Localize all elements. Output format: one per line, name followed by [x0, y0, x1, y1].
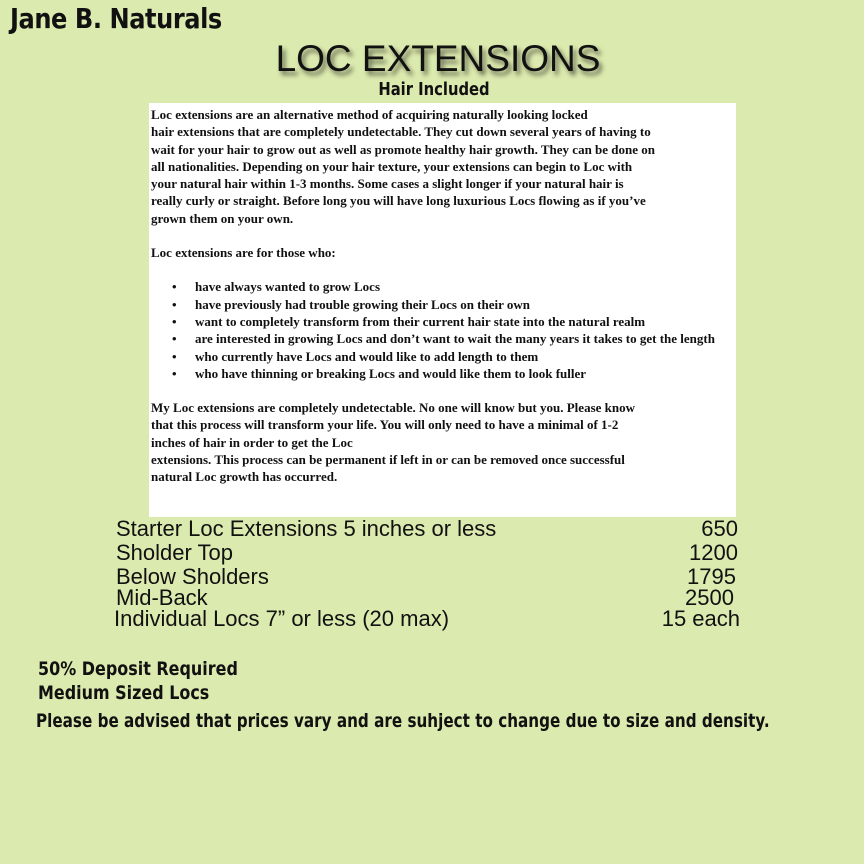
- closing-paragraph: [151, 399, 736, 485]
- price-item-name: Individual Locs 7” or less (20 max): [114, 606, 450, 631]
- intro-line: really curly or straight. Before long you will have long luxurious Locs flowing as if you’ve: [151, 193, 646, 209]
- price-item-value: 650: [701, 516, 738, 541]
- closing-line: extensions. This process can be permanent if left in or can be removed once successful: [151, 452, 625, 468]
- price-row: [114, 606, 744, 629]
- price-advisory: Please be advised that prices vary and are suhject to change due to size and density.: [36, 710, 770, 732]
- price-item-name: Starter Loc Extensions 5 inches or less: [116, 516, 497, 541]
- price-item-name: Below Sholders: [116, 564, 269, 589]
- intro-line: hair extensions that are completely undetectable. They cut down several years of having to: [151, 124, 651, 140]
- intro-line: wait for your hair to grow out as well as promote healthy hair growth. They can be done on: [151, 141, 656, 157]
- closing-line: My Loc extensions are completely undetectable. No one will know but you. Please know: [151, 400, 635, 416]
- audience-heading: Loc extensions are for those who:: [151, 245, 336, 261]
- closing-line: inches of hair in order to get the Loc: [151, 434, 353, 450]
- list-item: • have previously had trouble growing their Locs on their own: [195, 296, 736, 313]
- deposit-note: 50% Deposit Required: [38, 658, 238, 680]
- brand-name: Jane B. Naturals: [10, 2, 222, 35]
- price-list: [116, 516, 746, 629]
- list-item: • who have thinning or breaking Locs and would like them to look fuller: [195, 365, 736, 382]
- price-item-name: Sholder Top: [116, 540, 234, 565]
- list-item: • are interested in growing Locs and don’t want to wait the many years it takes to get the length: [195, 330, 736, 347]
- list-item: • have always wanted to grow Locs: [195, 278, 736, 295]
- closing-line: that this process will transform your life. You will only need to have a minimal of 1-2: [151, 417, 619, 433]
- price-row: [116, 540, 746, 564]
- size-note: Medium Sized Locs: [38, 682, 210, 704]
- intro-line: grown them on your own.: [151, 210, 294, 226]
- price-item-name: Mid-Back: [116, 585, 208, 610]
- price-item-value: 1200: [689, 540, 738, 565]
- closing-line: natural Loc growth has occurred.: [151, 469, 338, 485]
- list-item: • want to completely transform from their current hair state into the natural realm: [195, 313, 736, 330]
- price-row: [116, 585, 746, 610]
- description-document: [149, 103, 736, 517]
- price-item-value: 2500: [685, 585, 734, 610]
- deposit-notes: [38, 657, 238, 705]
- list-item: • who currently have Locs and would like to add length to them: [195, 348, 736, 365]
- intro-line: all nationalities. Depending on your hair texture, your extensions can begin to Loc with: [151, 158, 633, 174]
- price-item-value: 15 each: [661, 606, 740, 631]
- intro-line: your natural hair within 1-3 months. Some cases a slight longer if your natural hair is: [151, 176, 624, 192]
- price-item-value: 1795: [687, 564, 736, 589]
- page-subtitle: Hair Included: [378, 79, 490, 100]
- audience-list: [151, 278, 736, 382]
- intro-paragraph: [151, 106, 736, 227]
- price-row: [116, 516, 746, 540]
- page-title: LOC EXTENSIONS: [275, 38, 601, 79]
- intro-line: Loc extensions are an alternative method of acquiring naturally looking locked: [151, 107, 588, 122]
